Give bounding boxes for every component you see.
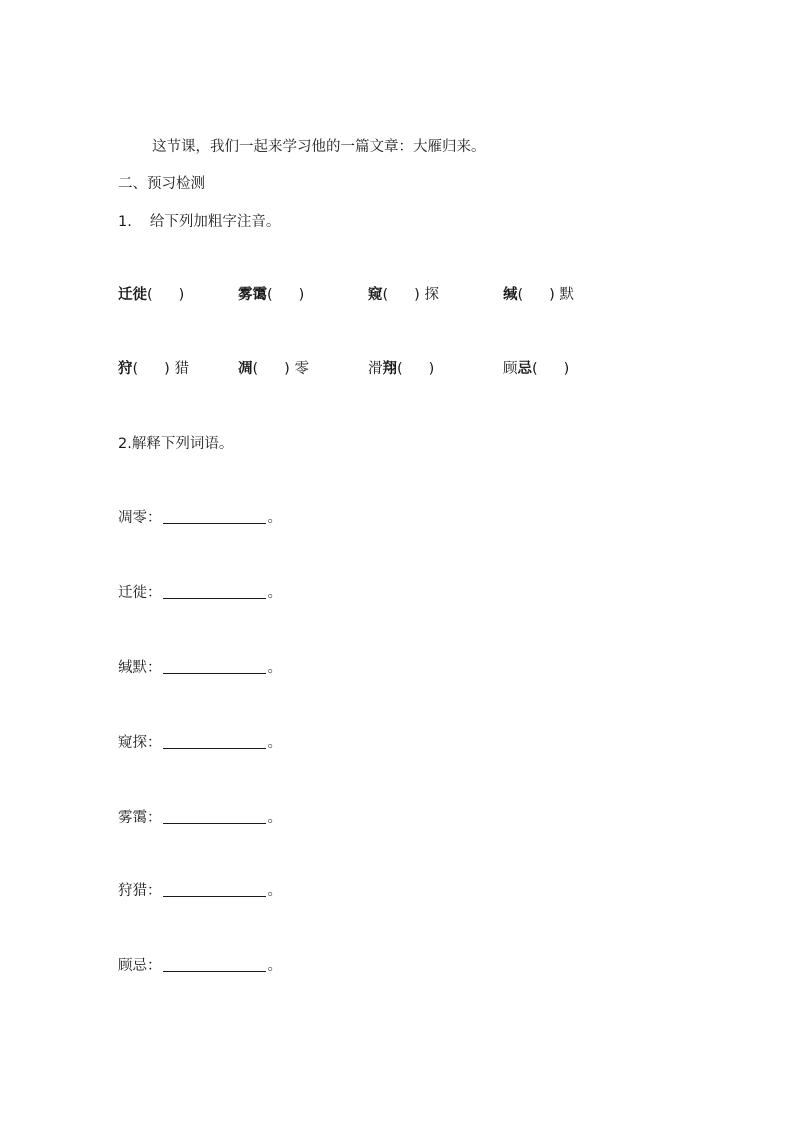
plain-char: 默 — [559, 287, 574, 303]
term-colon: ： — [147, 585, 162, 601]
term-word: 迁徙 — [118, 585, 147, 601]
term-word: 窥探 — [118, 735, 147, 751]
pinyin-item — [368, 359, 434, 379]
close-paren: ) — [563, 361, 570, 377]
plain-char: 零 — [294, 361, 309, 377]
term-period: 。 — [267, 883, 282, 899]
answer-blank[interactable] — [163, 882, 266, 897]
term-colon: ： — [147, 735, 162, 751]
term-period: 。 — [267, 660, 282, 676]
term-colon: ： — [147, 660, 162, 676]
pinyin-item — [118, 359, 189, 379]
bold-chars: 缄 — [503, 287, 518, 303]
open-paren: ( — [397, 361, 403, 377]
term-word: 顾忌 — [118, 958, 147, 974]
answer-blank[interactable] — [163, 584, 266, 599]
open-paren: ( — [147, 287, 153, 303]
term-line — [118, 881, 282, 901]
term-word: 狩猎 — [118, 883, 147, 899]
term-period: 。 — [267, 735, 282, 751]
open-paren: ( — [252, 361, 259, 377]
open-paren: ( — [517, 287, 524, 303]
bold-chars: 凋 — [238, 361, 253, 377]
term-colon: ： — [147, 810, 162, 826]
close-paren: ) — [284, 361, 290, 377]
close-paren: ) — [549, 287, 555, 303]
term-line — [118, 658, 282, 678]
term-line — [118, 583, 282, 603]
pinyin-item — [503, 285, 574, 305]
term-line — [118, 508, 282, 528]
term-colon: ： — [147, 510, 162, 526]
bold-chars: 迁徙 — [118, 287, 147, 303]
open-paren: ( — [382, 287, 389, 303]
close-paren: ) — [178, 287, 185, 303]
q1-prompt-line — [118, 212, 280, 232]
section-heading: 二、预习检测 — [118, 176, 205, 192]
term-period: 。 — [267, 810, 282, 826]
answer-blank[interactable] — [163, 509, 266, 524]
term-period: 。 — [267, 585, 282, 601]
term-period: 。 — [267, 958, 282, 974]
term-line — [118, 808, 282, 828]
term-period: 。 — [267, 510, 282, 526]
pinyin-item — [503, 359, 569, 379]
answer-blank[interactable] — [163, 659, 266, 674]
bold-chars: 狩 — [118, 361, 133, 377]
pinyin-item — [238, 359, 309, 379]
intro-text: 这节课，我们一起来学习他的一篇文章：大雁归来。 — [152, 139, 486, 155]
close-paren: ) — [298, 287, 305, 303]
plain-char: 猎 — [174, 361, 189, 377]
close-paren: ) — [428, 361, 435, 377]
pinyin-item — [238, 285, 304, 305]
open-paren: ( — [132, 361, 139, 377]
plain-char: 滑 — [368, 361, 383, 377]
answer-blank[interactable] — [163, 734, 266, 749]
term-line — [118, 733, 282, 753]
q1-prompt: 给下列加粗字注音。 — [149, 214, 281, 230]
open-paren: ( — [532, 361, 538, 377]
q1-number: 1. — [118, 214, 132, 230]
answer-blank[interactable] — [163, 957, 266, 972]
pinyin-item — [368, 285, 439, 305]
bold-chars: 窥 — [368, 287, 383, 303]
bold-chars: 翔 — [382, 361, 397, 377]
open-paren: ( — [267, 287, 273, 303]
plain-char: 顾 — [503, 361, 518, 377]
close-paren: ) — [164, 361, 170, 377]
term-colon: ： — [147, 958, 162, 974]
term-word: 凋零 — [118, 510, 147, 526]
term-word: 雾霭 — [118, 810, 147, 826]
bold-chars: 忌 — [517, 361, 532, 377]
answer-blank[interactable] — [163, 809, 266, 824]
term-word: 缄默 — [118, 660, 147, 676]
term-colon: ： — [147, 883, 162, 899]
term-line — [118, 956, 282, 976]
bold-chars: 雾霭 — [238, 287, 267, 303]
plain-char: 探 — [424, 287, 439, 303]
q2-prompt: 2.解释下列词语。 — [118, 436, 234, 452]
pinyin-item — [118, 285, 184, 305]
close-paren: ) — [414, 287, 420, 303]
